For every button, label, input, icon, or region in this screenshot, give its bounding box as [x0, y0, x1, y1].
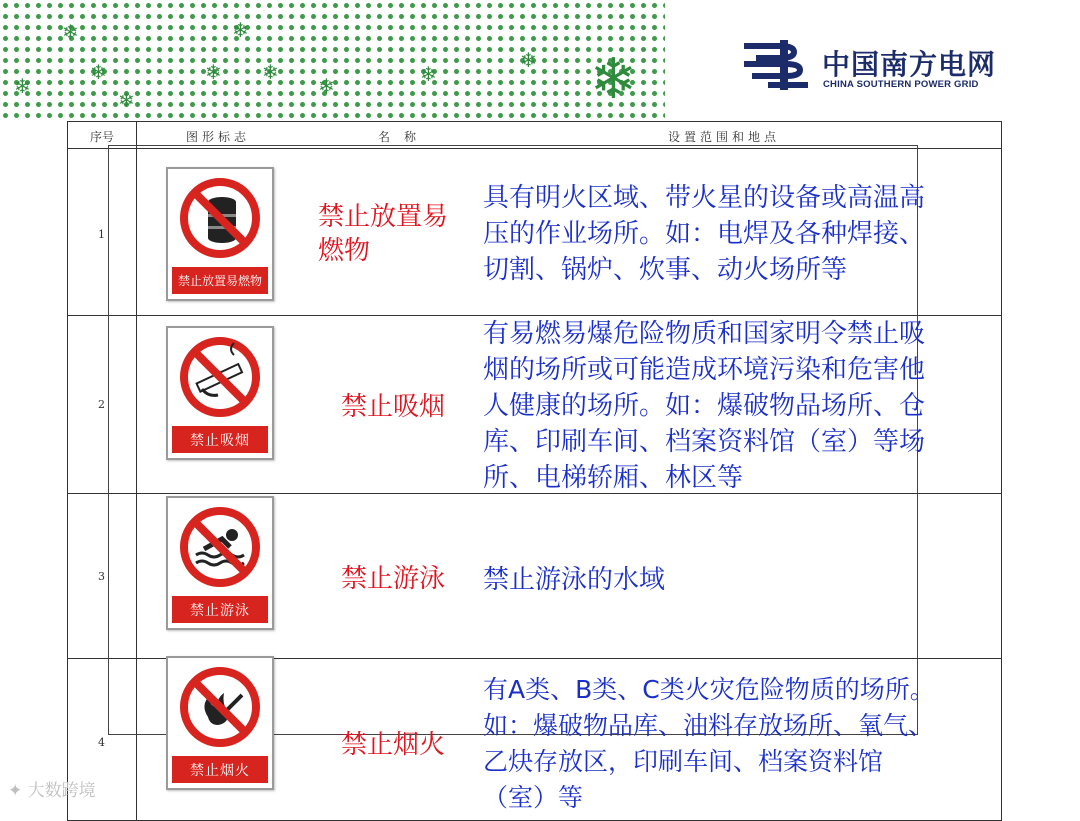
row-index: 2	[98, 398, 105, 411]
scope-line: 切割、锅炉、炊事、动火场所等	[483, 255, 848, 285]
swimmer-icon	[178, 505, 262, 589]
sign-name: 禁止吸烟	[341, 392, 446, 422]
header-scope: 设置范围和地点	[668, 130, 781, 144]
sign-name: 禁止烟火	[341, 730, 446, 760]
snowflake-icon: ❄	[420, 62, 437, 86]
watermark	[8, 776, 96, 801]
snowflake-icon: ❄	[232, 18, 249, 42]
scope-line: （室）等	[483, 783, 584, 812]
cigarette-icon	[178, 335, 262, 419]
sign-name: 禁止游泳	[341, 564, 446, 594]
scope-text	[483, 672, 935, 816]
scope-line: 烟的场所或可能造成环境污染和危害他	[483, 355, 926, 385]
scope-line: 如：爆破物品库、油料存放场所、氧气、	[483, 711, 934, 740]
snowflake-icon: ❄	[520, 48, 537, 72]
scope-line: 具有明火区域、带火星的设备或高温高	[483, 183, 926, 213]
scope-text	[483, 316, 925, 496]
sign-name: 禁止放置易燃物	[318, 202, 449, 266]
snowflake-icon: ❄	[62, 20, 79, 44]
sign-label: 禁止吸烟	[172, 426, 268, 453]
match-flame-icon	[178, 665, 262, 749]
row-index: 3	[98, 570, 105, 583]
watermark-logo-icon: ✦	[8, 781, 28, 801]
sign-label: 禁止游泳	[172, 596, 268, 623]
brand-name-cn: 中国南方电网	[822, 48, 997, 81]
scope-text	[483, 562, 665, 598]
sign-label: 禁止放置易燃物	[172, 267, 268, 294]
scope-line: 乙炔存放区，印刷车间、档案资料馆	[483, 747, 884, 776]
snowflake-icon: ❄	[14, 74, 31, 98]
scope-line: 有A类、B类、C类火灾危险物质的场所。	[483, 675, 935, 704]
snowflake-icon: ❄	[590, 47, 637, 112]
sign-label: 禁止烟火	[172, 756, 268, 783]
watermark-text: 大数跨境	[27, 781, 96, 801]
sign-no-swimming	[166, 496, 274, 630]
sign-no-smoking	[166, 326, 274, 460]
barrel-icon	[178, 176, 262, 260]
scope-line: 有易燃易爆危险物质和国家明令禁止吸	[483, 319, 926, 349]
snowflake-icon: ❄	[90, 60, 107, 84]
snowflake-icon: ❄	[205, 60, 222, 84]
brand-logo	[742, 38, 1022, 98]
header-icon: 图形标志	[186, 130, 251, 144]
snowflake-icon: ❄	[318, 74, 335, 98]
scope-line: 库、印刷车间、档案资料馆（室）等场	[483, 427, 926, 457]
brand-name-en: CHINA SOUTHERN POWER GRID	[823, 79, 979, 90]
scope-text	[483, 180, 925, 288]
header-index: 序号	[90, 130, 115, 144]
scope-line: 所、电梯轿厢、林区等	[483, 463, 744, 493]
scope-line: 禁止游泳的水域	[483, 565, 666, 595]
scope-line: 压的作业场所。如：电焊及各种焊接、	[483, 219, 926, 249]
scope-line: 人健康的场所。如：爆破物品场所、仓	[483, 391, 926, 421]
sign-no-flammables	[166, 167, 274, 301]
grid-logo-icon	[742, 38, 814, 92]
sign-no-open-flame	[166, 656, 274, 790]
row-index: 4	[98, 736, 105, 749]
row-index: 1	[98, 228, 105, 241]
snowflake-icon: ❄	[118, 88, 135, 112]
snowflake-icon: ❄	[262, 60, 279, 84]
header-name: 名称	[378, 130, 431, 144]
